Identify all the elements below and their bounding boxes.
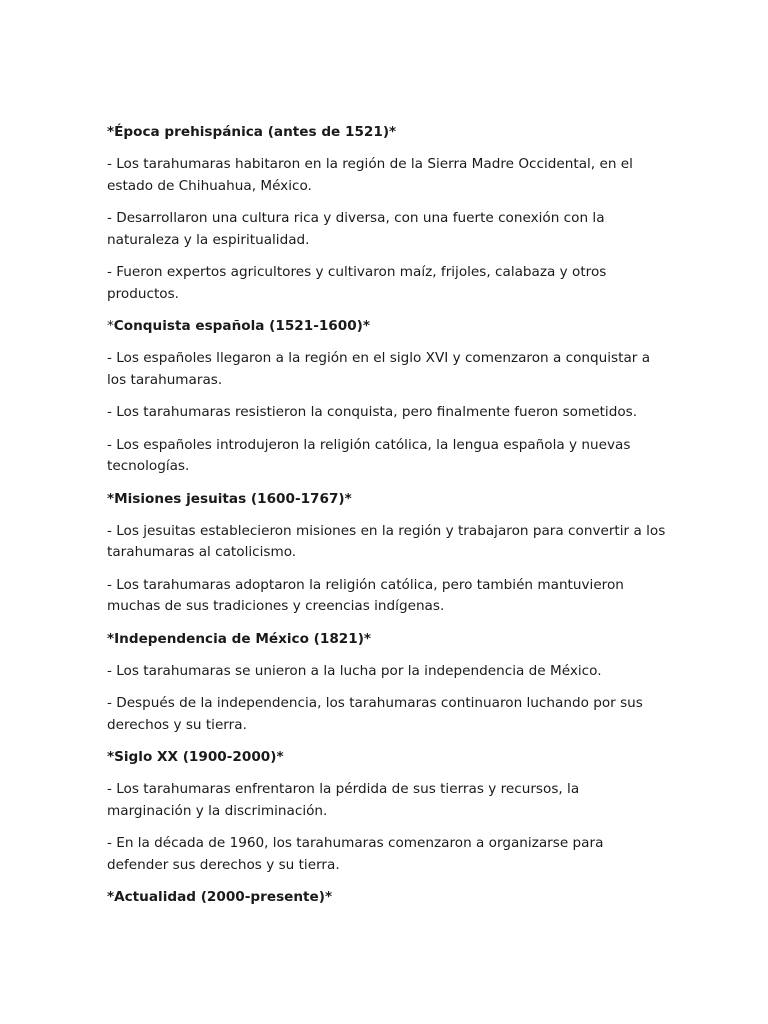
section-heading-independencia: *Independencia de México (1821)* bbox=[107, 630, 372, 647]
paragraph: - Los españoles introdujeron la religión católica, la lengua española y nuevas tecnologías. bbox=[107, 436, 631, 474]
section-heading-actualidad: *Actualidad (2000-presente)* bbox=[107, 889, 333, 905]
paragraph: - Los tarahumaras se unieron a la lucha por la independencia de México. bbox=[107, 662, 602, 679]
paragraph: - Los españoles llegaron a la región en el siglo XVI y comenzaron a conquistar a los tarahumaras. bbox=[107, 350, 651, 388]
paragraph: - Los tarahumaras enfrentaron la pérdida de sus tierras y recursos, la marginación y la discriminación. bbox=[107, 781, 580, 819]
paragraph: - Fueron expertos agricultores y cultivaron maíz, frijoles, calabaza y otros productos. bbox=[107, 264, 607, 302]
document-page bbox=[107, 122, 667, 919]
heading-prefix: * bbox=[107, 318, 114, 334]
paragraph: - Desarrollaron una cultura rica y diversa, con una fuerte conexión con la naturaleza y la espiritualidad. bbox=[107, 210, 605, 248]
paragraph: - Los tarahumaras habitaron en la región de la Sierra Madre Occidental, en el estado de Chihuahua, México. bbox=[107, 156, 633, 194]
paragraph: - Los jesuitas establecieron misiones en la región y trabajaron para convertir a los tarahumaras al catolicismo. bbox=[107, 522, 666, 560]
heading-text: Conquista española (1521-1600)* bbox=[113, 318, 370, 334]
paragraph: - Los tarahumaras adoptaron la religión católica, pero también mantuvieron muchas de sus tradiciones y creencias indígenas. bbox=[107, 576, 624, 614]
section-heading-siglo-xx: *Siglo XX (1900-2000)* bbox=[107, 749, 284, 765]
paragraph: - Después de la independencia, los tarahumaras continuaron luchando por sus derechos y su tierra. bbox=[107, 695, 643, 733]
section-heading-conquista-espanola bbox=[107, 316, 667, 337]
paragraph: - En la década de 1960, los tarahumaras comenzaron a organizarse para defender sus derechos y su tierra. bbox=[107, 835, 604, 873]
section-heading-epoca-prehispanica: *Época prehispánica (antes de 1521)* bbox=[107, 124, 397, 140]
section-heading-misiones-jesuitas: *Misiones jesuitas (1600-1767)* bbox=[107, 490, 352, 507]
paragraph: - Los tarahumaras resistieron la conquista, pero finalmente fueron sometidos. bbox=[107, 404, 638, 420]
